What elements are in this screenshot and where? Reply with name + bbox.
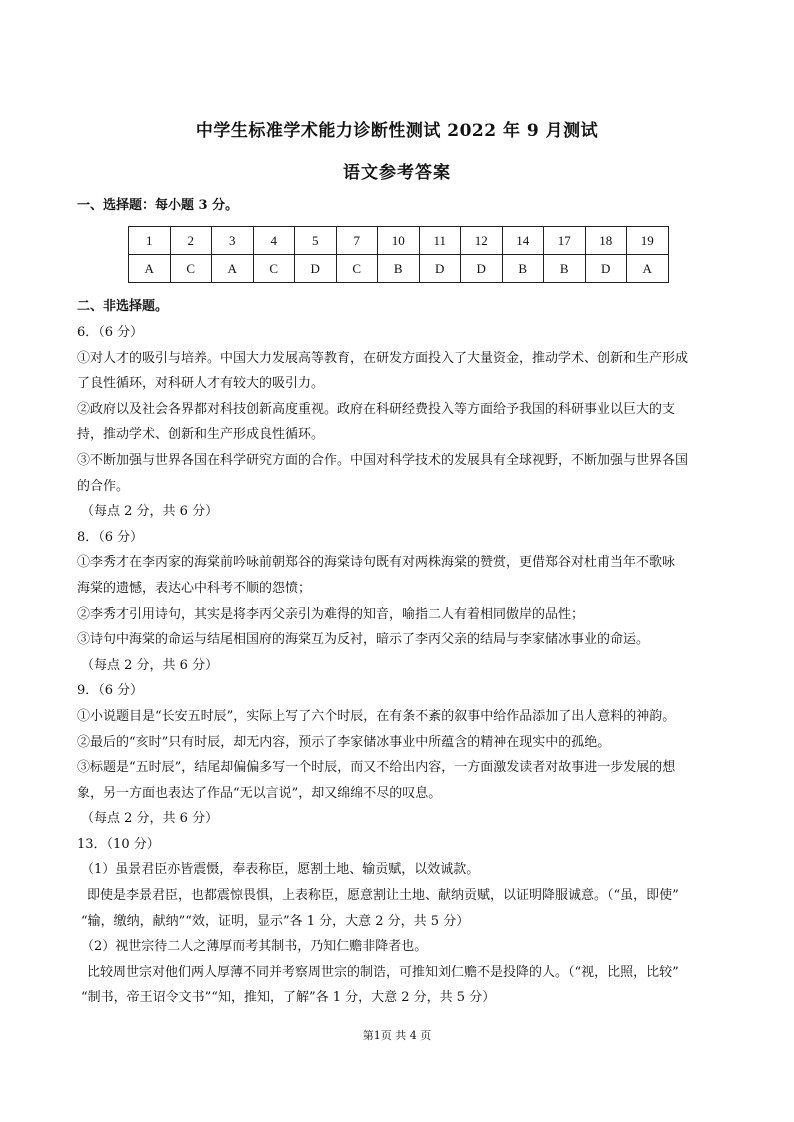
- answer-letter: D: [419, 255, 461, 283]
- answer-line: 海棠的遗憾，表达心中科考不顺的怨愤；: [77, 580, 312, 596]
- question-number: 3: [212, 227, 254, 255]
- answer-line: “输，缴纳，献纳”“效，证明，显示”各 1 分，大意 2 分，共 5 分）: [81, 913, 470, 929]
- page-title: 中学生标准学术能力诊断性测试 2022 年 9 月测试: [195, 121, 599, 141]
- answer-letter: B: [544, 255, 586, 283]
- answer-letter: B: [502, 255, 544, 283]
- answer-letter: A: [627, 255, 669, 283]
- page-subtitle: 语文参考答案: [343, 163, 451, 183]
- question-number: 11: [419, 227, 461, 255]
- question-number: 19: [627, 227, 669, 255]
- question-number: 5: [295, 227, 337, 255]
- answer-table: [128, 226, 669, 283]
- answer-line: 的合作。: [77, 478, 130, 494]
- table-row-numbers: [129, 227, 669, 255]
- answer-line: ②最后的“亥时”只有时辰，却无内容，预示了李家储冰事业中所蕴含的精神在现实中的孤绝。: [77, 734, 611, 750]
- question-number: 17: [544, 227, 586, 255]
- answer-letter: D: [461, 255, 503, 283]
- question-number: 2: [170, 227, 212, 255]
- scoring-note: （每点 2 分，共 6 分）: [81, 504, 219, 520]
- answer-line: ①李秀才在李丙家的海棠前吟咏前朝郑谷的海棠诗句既有对两株海棠的赞赏，更借郑谷对杜甫当年不歌咏: [77, 555, 676, 571]
- question-header: 13．（10 分）: [77, 836, 160, 852]
- question-number: 14: [502, 227, 544, 255]
- answer-line: ③不断加强与世界各国在科学研究方面的合作。中国对科学技术的发展具有全球视野，不断加强与世界各国: [77, 452, 689, 468]
- section-heading-nonchoice: 二、非选择题。: [77, 299, 169, 314]
- table-row-answers: [129, 255, 669, 283]
- question-number: 10: [378, 227, 420, 255]
- question-header: 6．（6 分）: [77, 325, 144, 340]
- answer-line: 比较周世宗对他们两人厚薄不同并考察周世宗的制诰，可推知刘仁赡不是投降的人。（“视，比照，比较”: [87, 964, 679, 980]
- answer-line: ②政府以及社会各界都对科技创新高度重视。政府在科研经费投入等方面给予我国的科研事业以巨大的支: [77, 401, 676, 417]
- answer-letter: C: [253, 255, 295, 283]
- answer-body: [77, 320, 717, 1011]
- answer-letter: C: [336, 255, 378, 283]
- answer-line: （2）视世宗待二人之薄厚而考其制书，乃知仁赡非降者也。: [81, 939, 428, 955]
- answer-line: 象，另一方面也表达了作品“无以言说”，却又绵绵不尽的叹息。: [77, 785, 442, 801]
- answer-line: ①对人才的吸引与培养。中国大力发展高等教育，在研发方面投入了大量资金，推动学术、创新和生产形成: [77, 350, 689, 366]
- question-number: 4: [253, 227, 295, 255]
- answer-letter: A: [212, 255, 254, 283]
- answer-line: “制书，帝王诏令文书”“知，推知，了解”各 1 分，大意 2 分，共 5 分）: [81, 990, 496, 1006]
- answer-line: ①小说题目是“长安五时辰”，实际上写了六个时辰，在有条不紊的叙事中给作品添加了出人意料的神韵。: [77, 708, 676, 724]
- answer-line: 持，推动学术、创新和生产形成良性循环。: [77, 427, 325, 443]
- question-number: 1: [129, 227, 171, 255]
- answer-letter: B: [378, 255, 420, 283]
- answer-letter: A: [129, 255, 171, 283]
- page-footer: 第1页 共 4 页: [362, 1029, 432, 1042]
- answer-line: ③标题是“五时辰”，结尾却偏偏多写一个时辰，而又不给出内容，一方面激发读者对故事进一步发展的想: [77, 760, 676, 776]
- section-heading-choice: 一、选择题：每小题 3 分。: [77, 198, 239, 213]
- answer-line: ③诗句中海棠的命运与结尾相国府的海棠互为反衬，暗示了李丙父亲的结局与李家储冰事业的命运。: [77, 632, 650, 648]
- scoring-note: （每点 2 分，共 6 分）: [81, 657, 219, 673]
- question-header: 8．（6 分）: [77, 529, 144, 545]
- question-header: 9．（6 分）: [77, 683, 144, 699]
- question-number: 12: [461, 227, 503, 255]
- question-number: 18: [585, 227, 627, 255]
- answer-letter: D: [585, 255, 627, 283]
- answer-line: 了良性循环，对科研人才有较大的吸引力。: [77, 376, 325, 392]
- answer-letter: C: [170, 255, 212, 283]
- answer-line: （1）虽景君臣亦皆震慑，奉表称臣，愿割土地、输贡赋，以效诚款。: [81, 862, 480, 878]
- answer-letter: D: [295, 255, 337, 283]
- question-number: 7: [336, 227, 378, 255]
- answer-line: 即使是李景君臣，也都震惊畏惧，上表称臣，愿意割让土地、献纳贡赋，以证明降服诚意。（“虽，即使”: [87, 888, 679, 904]
- answer-line: ②李秀才引用诗句，其实是将李丙父亲引为难得的知音，喻指二人有着相同傲岸的品性；: [77, 606, 585, 622]
- scoring-note: （每点 2 分，共 6 分）: [81, 811, 219, 827]
